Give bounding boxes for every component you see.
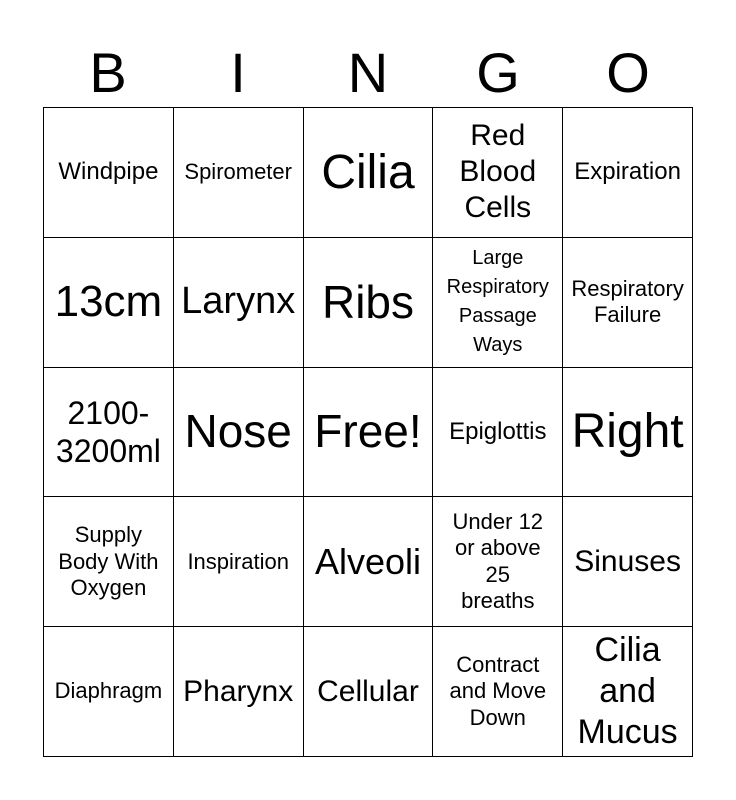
cell-text: Respiratory Failure [571,275,684,328]
bingo-cell [174,497,304,627]
bingo-cell [44,627,174,757]
header-letter-g: G [476,41,520,104]
cell-text: Diaphragm [54,678,163,704]
cell-text: Free! [314,405,422,458]
cell-text: Right [571,405,684,459]
bingo-cell [563,238,693,368]
header-letter-o: O [606,41,650,104]
bingo-cell [563,368,693,498]
bingo-cell [174,368,304,498]
cell-text: Cilia and Mucus [577,631,678,751]
bingo-cell [433,497,563,627]
header-letter-b: B [89,41,127,104]
bingo-cell [44,238,174,368]
cell-text: Windpipe [58,158,159,186]
cell-text: Contract and Move Down [449,652,547,730]
cell-text: Inspiration [187,548,289,574]
cell-text: 2100- 3200ml [55,394,161,469]
cell-text: Epiglottis [449,417,547,445]
bingo-cell [304,108,434,238]
cell-text: Spirometer [184,159,292,185]
bingo-cell [44,497,174,627]
bingo-cell [44,368,174,498]
cell-text: Under 12 or above 25 breaths [452,509,544,614]
bingo-cell [563,497,693,627]
cell-text: Alveoli [314,540,422,582]
cell-text: Ribs [321,275,414,328]
cell-text: Supply Body With Oxygen [58,522,159,600]
bingo-cell [304,627,434,757]
bingo-cell [174,627,304,757]
bingo-header [43,38,693,108]
bingo-cell [44,108,174,238]
bingo-cell [433,238,563,368]
bingo-cell [433,627,563,757]
bingo-card-grid [43,107,693,757]
header-letter-i: I [230,41,246,104]
cell-text: Expiration [574,158,681,186]
bingo-cell [174,238,304,368]
cell-text: Larynx [181,280,296,323]
bingo-cell [174,108,304,238]
bingo-cell [563,627,693,757]
cell-text: Cellular [317,674,419,708]
bingo-cell [563,108,693,238]
cell-text: Red Blood Cells [459,119,537,225]
bingo-cell [433,108,563,238]
header-letter-n: N [347,41,389,104]
bingo-cell [433,368,563,498]
cell-text: Pharynx [183,674,294,708]
bingo-cell [304,497,434,627]
bingo-cell [304,238,434,368]
cell-text: Cilia [321,145,415,199]
cell-text: Nose [184,405,292,458]
free-space [304,368,434,498]
cell-text: Sinuses [574,544,681,578]
cell-text: 13cm [54,276,163,326]
cell-text: Large Respiratory Passage Ways [446,247,549,357]
